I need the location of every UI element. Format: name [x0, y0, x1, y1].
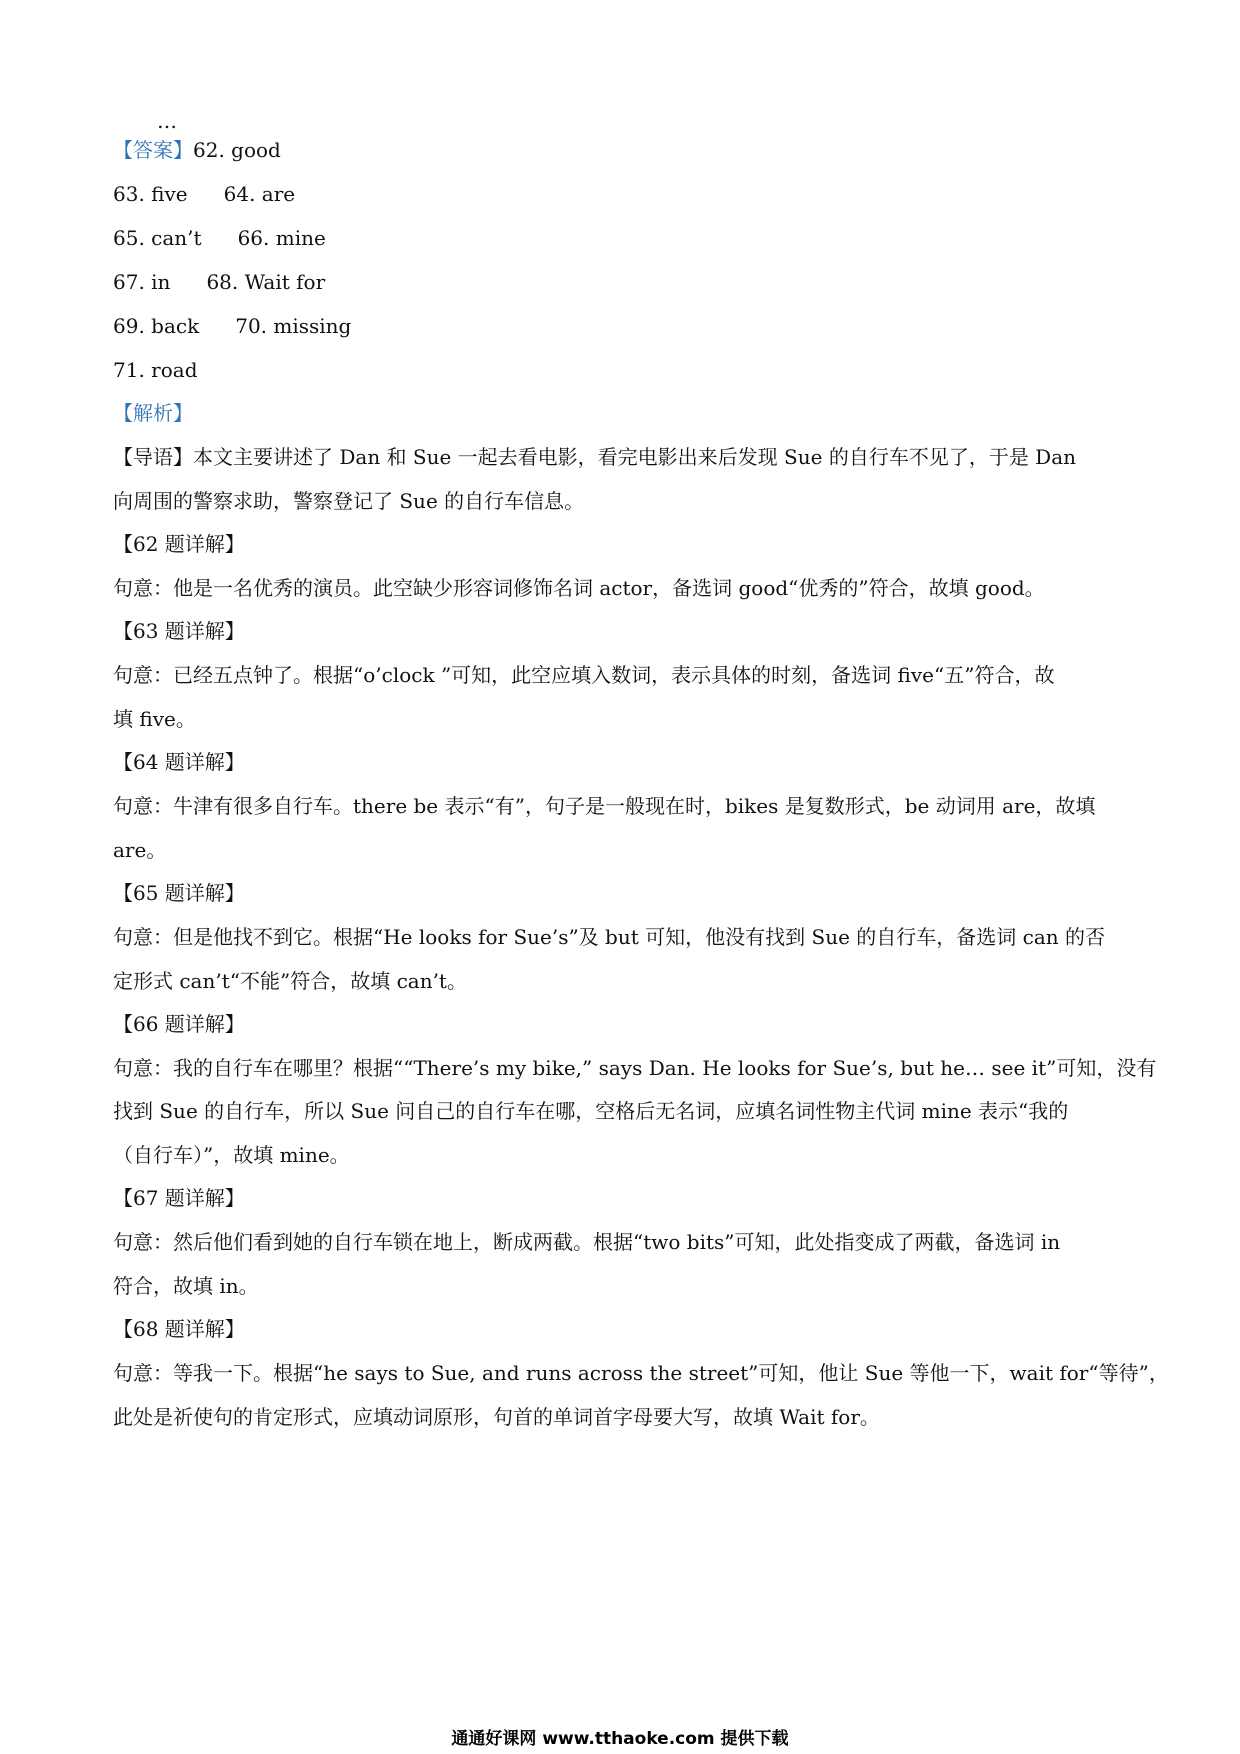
detail-text-68-line-1: 句意：等我一下。根据“he says to Sue, and runs across the street”可知，他让 Sue 等他一下，wait for“等待”，: [113, 1361, 1169, 1385]
ellipsis: …: [157, 109, 177, 133]
detail-text-67-line-1: 句意：然后他们看到她的自行车锁在地上，断成两截。根据“two bits”可知，此处指变成了两截，备选词 in: [113, 1230, 1061, 1254]
detail-text-63-line-1: 句意：已经五点钟了。根据“o’clock ”可知，此空应填入数词，表示具体的时刻，备选词 five“五”符合，故: [113, 663, 1055, 687]
detail-heading-68: 【68 题详解】: [113, 1317, 245, 1341]
answer-line-62: [113, 135, 1133, 165]
page-footer: 通通好课网 www.tthaoke.com 提供下载: [451, 1729, 789, 1749]
analysis-label: 【解析】: [113, 401, 193, 425]
detail-text-63-line-2: 填 five。: [113, 707, 196, 731]
detail-heading-65: 【65 题详解】: [113, 881, 245, 905]
detail-text-68-line-2: 此处是祈使句的肯定形式，应填动词原形，句首的单词首字母要大写，故填 Wait for。: [113, 1405, 880, 1429]
detail-text-66-line-1: 句意：我的自行车在哪里？根据““There’s my bike,” says Dan. He looks for Sue’s, but he… see it”可知，没有: [113, 1056, 1157, 1080]
detail-text-66-line-3: （自行车）”，故填 mine。: [113, 1143, 350, 1167]
answer-label: 【答案】: [113, 138, 193, 162]
answer-line-65-66: [113, 223, 1133, 253]
detail-text-67-line-2: 符合，故填 in。: [113, 1274, 259, 1298]
answer-71: 71. road: [113, 358, 198, 382]
answer-line-63-64: [113, 179, 1133, 209]
detail-text-64-line-2: are。: [113, 838, 167, 862]
answer-66: 66. mine: [237, 226, 326, 250]
detail-text-65-line-2: 定形式 can’t“不能”符合，故填 can’t。: [113, 969, 467, 993]
detail-heading-66: 【66 题详解】: [113, 1012, 245, 1036]
detail-heading-62: 【62 题详解】: [113, 532, 245, 556]
answer-65: 65. can’t: [113, 226, 202, 250]
detail-heading-67: 【67 题详解】: [113, 1186, 245, 1210]
answer-63: 63. five: [113, 182, 188, 206]
answer-68: 68. Wait for: [206, 270, 326, 294]
intro-line-2: 向周围的警察求助，警察登记了 Sue 的自行车信息。: [113, 489, 585, 513]
detail-text-66-line-2: 找到 Sue 的自行车，所以 Sue 问自己的自行车在哪，空格后无名词，应填名词性物主代词 mine 表示“我的: [113, 1099, 1069, 1123]
detail-text-62-line-1: 句意：他是一名优秀的演员。此空缺少形容词修饰名词 actor，备选词 good“优秀的”符合，故填 good。: [113, 576, 1045, 600]
answer-line-69-70: [113, 311, 1133, 341]
detail-heading-64: 【64 题详解】: [113, 750, 245, 774]
answer-64: 64. are: [223, 182, 296, 206]
answer-69: 69. back: [113, 314, 200, 338]
answer-line-71: [113, 355, 1133, 385]
answer-67: 67. in: [113, 270, 171, 294]
intro-line-1: 【导语】本文主要讲述了 Dan 和 Sue 一起去看电影，看完电影出来后发现 Sue 的自行车不见了，于是 Dan: [113, 445, 1077, 469]
answer-line-67-68: [113, 267, 1133, 297]
detail-text-64-line-1: 句意：牛津有很多自行车。there be 表示“有”，句子是一般现在时，bikes 是复数形式，be 动词用 are，故填: [113, 794, 1096, 818]
detail-text-65-line-1: 句意：但是他找不到它。根据“He looks for Sue’s”及 but 可知，他没有找到 Sue 的自行车，备选词 can 的否: [113, 925, 1105, 949]
answer-62: 62. good: [193, 138, 281, 162]
answer-70: 70. missing: [235, 314, 352, 338]
detail-heading-63: 【63 题详解】: [113, 619, 245, 643]
